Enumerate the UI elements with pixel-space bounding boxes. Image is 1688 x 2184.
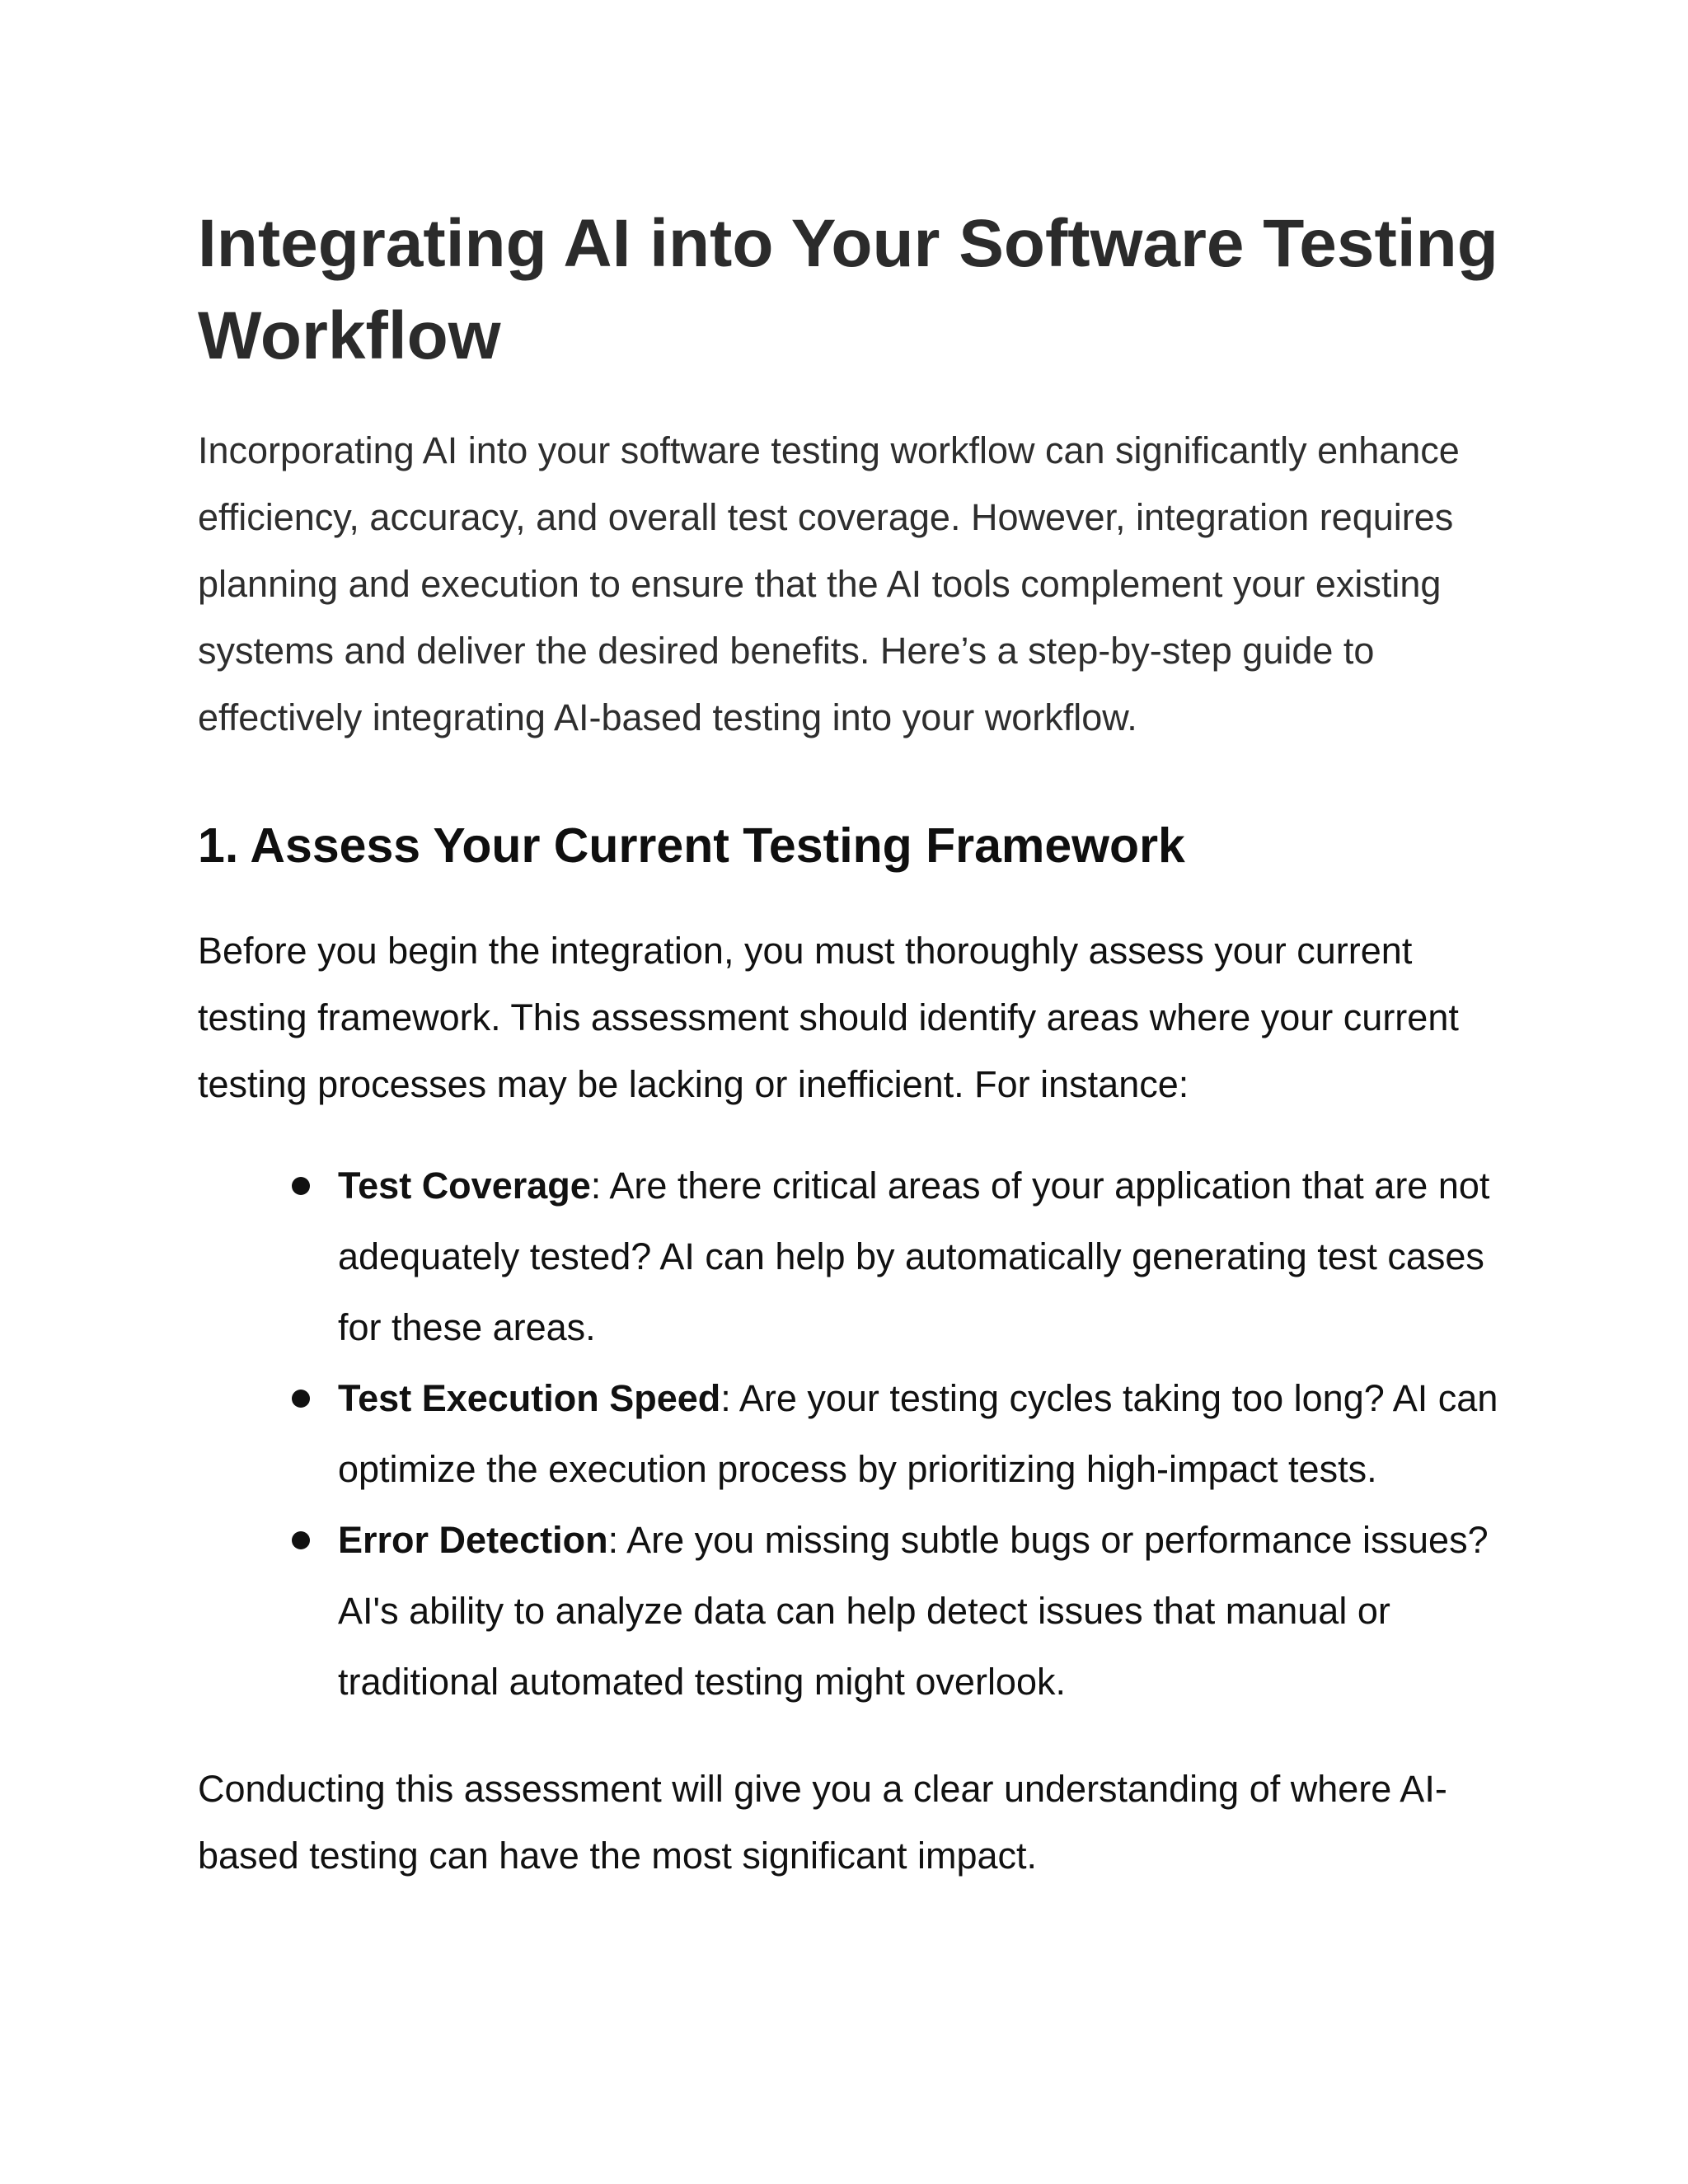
bullet-item-error-detection — [338, 1505, 1500, 1718]
bullet-term: Error Detection — [338, 1519, 608, 1561]
bullet-text: : Are your testing cycles taking too long? AI can optimize the execution process by prioritizing high-impact tests. — [338, 1377, 1498, 1490]
section-heading-assess: 1. Assess Your Current Testing Framework — [198, 818, 1185, 873]
bullet-text: : Are there critical areas of your application that are not adequately tested? AI can help by automatically generating test cases for these areas. — [338, 1165, 1490, 1348]
closing-paragraph: Conducting this assessment will give you a clear understanding of where AI-based testing can have the most significant impact. — [198, 1768, 1447, 1877]
bullet-dot-icon — [292, 1177, 310, 1195]
document-title: Integrating AI into Your Software Testing Workflow — [198, 206, 1498, 373]
intro-paragraph: Incorporating AI into your software testing workflow can significantly enhance efficiency, accuracy, and overall test coverage. However, integration requires planning and execution to ensure that the AI tools complement your existing systems and deliver the desired benefits. Here’s a step-by-step guide to effectively integrating AI-based testing into your workflow. — [198, 429, 1460, 738]
bullet-item-test-coverage — [338, 1151, 1500, 1363]
bullet-term: Test Execution Speed — [338, 1377, 721, 1419]
bullet-item-test-execution-speed — [338, 1363, 1500, 1505]
bullet-term: Test Coverage — [338, 1165, 591, 1207]
bullet-list — [198, 1151, 1500, 1718]
bullet-dot-icon — [292, 1390, 310, 1408]
section-paragraph: Before you begin the integration, you must thoroughly assess your current testing framework. This assessment should identify areas where your current testing processes may be lacking or inefficient. For instance: — [198, 930, 1459, 1105]
bullet-dot-icon — [292, 1531, 310, 1549]
bullet-text: : Are you missing subtle bugs or performance issues? AI's ability to analyze data can help detect issues that manual or traditional automated testing might overlook. — [338, 1519, 1489, 1703]
document-page — [198, 198, 1500, 1889]
